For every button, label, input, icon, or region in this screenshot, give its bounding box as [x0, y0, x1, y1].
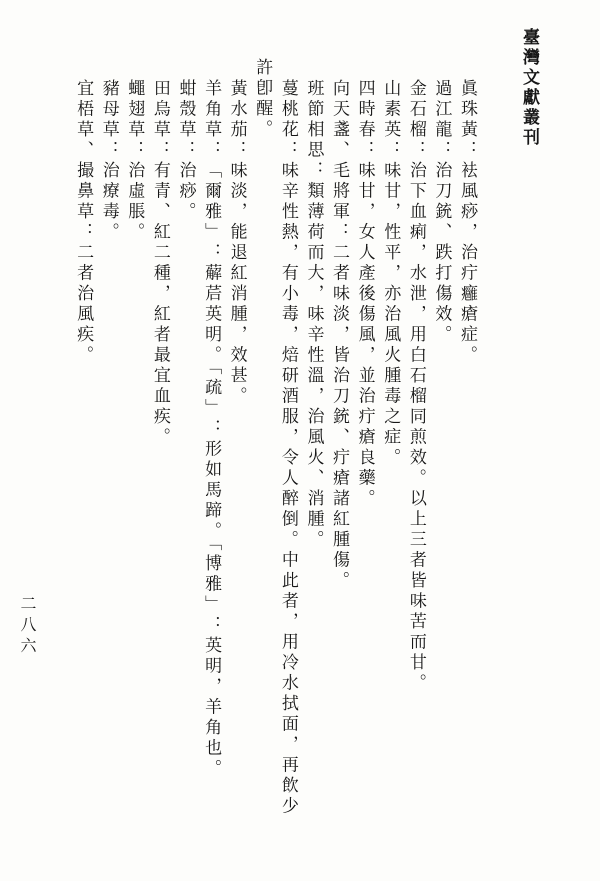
entry-column: 金石榴：治下血痢，水泄，用白石榴同煎效。以上三者皆味苦而甘。	[406, 79, 426, 694]
text-columns	[71, 58, 481, 853]
entry-column: 田烏草：有青、紅二種，紅者最宜血疾。	[150, 79, 170, 448]
entry-column: 山素英：味甘，性平，亦治風火腫毒之症。	[381, 79, 401, 469]
entry-column: 蠅翅草：治虛脹。	[125, 79, 145, 243]
series-title: 臺灣文獻叢刊	[520, 28, 539, 148]
entry-column: 眞珠黃：袪風痧，治疔癰瘡症。	[458, 79, 477, 366]
continuation-column: 許卽醒。	[253, 58, 273, 140]
entry-column: 黃水茄：味淡，能退紅消腫，效甚。	[227, 79, 247, 407]
entry-column: 宜梧草、撮鼻草：二者治風疾。	[74, 79, 94, 366]
entry-column: 過江龍：治刀銃、跌打傷效。	[432, 79, 452, 346]
page-number: 二八六	[18, 595, 35, 658]
entry-column: 羊角草：「爾雅」：薢茩英明。「疏」：形如馬蹄。「博雅」：英明，羊角也。	[202, 79, 222, 780]
entry-column: 豬母草：治療毒。	[99, 79, 119, 243]
entry-column: 四時春：味甘，女人產後傷風，並治疔瘡良藥。	[355, 79, 375, 510]
entry-column: 蔓桃花：味辛性熱，有小毒，焙研酒服，令人醉倒。中此者，用冷水拭面，再飲少	[278, 79, 298, 817]
entry-column: 向天盞、毛將軍：二者味淡，皆治刀銃、疔瘡諸紅腫傷。	[330, 79, 350, 592]
entry-column: 蚶殼草：治痧。	[176, 79, 196, 223]
entry-column: 班節相思：類薄荷而大，味辛性溫，治風火、消腫。	[304, 79, 324, 551]
